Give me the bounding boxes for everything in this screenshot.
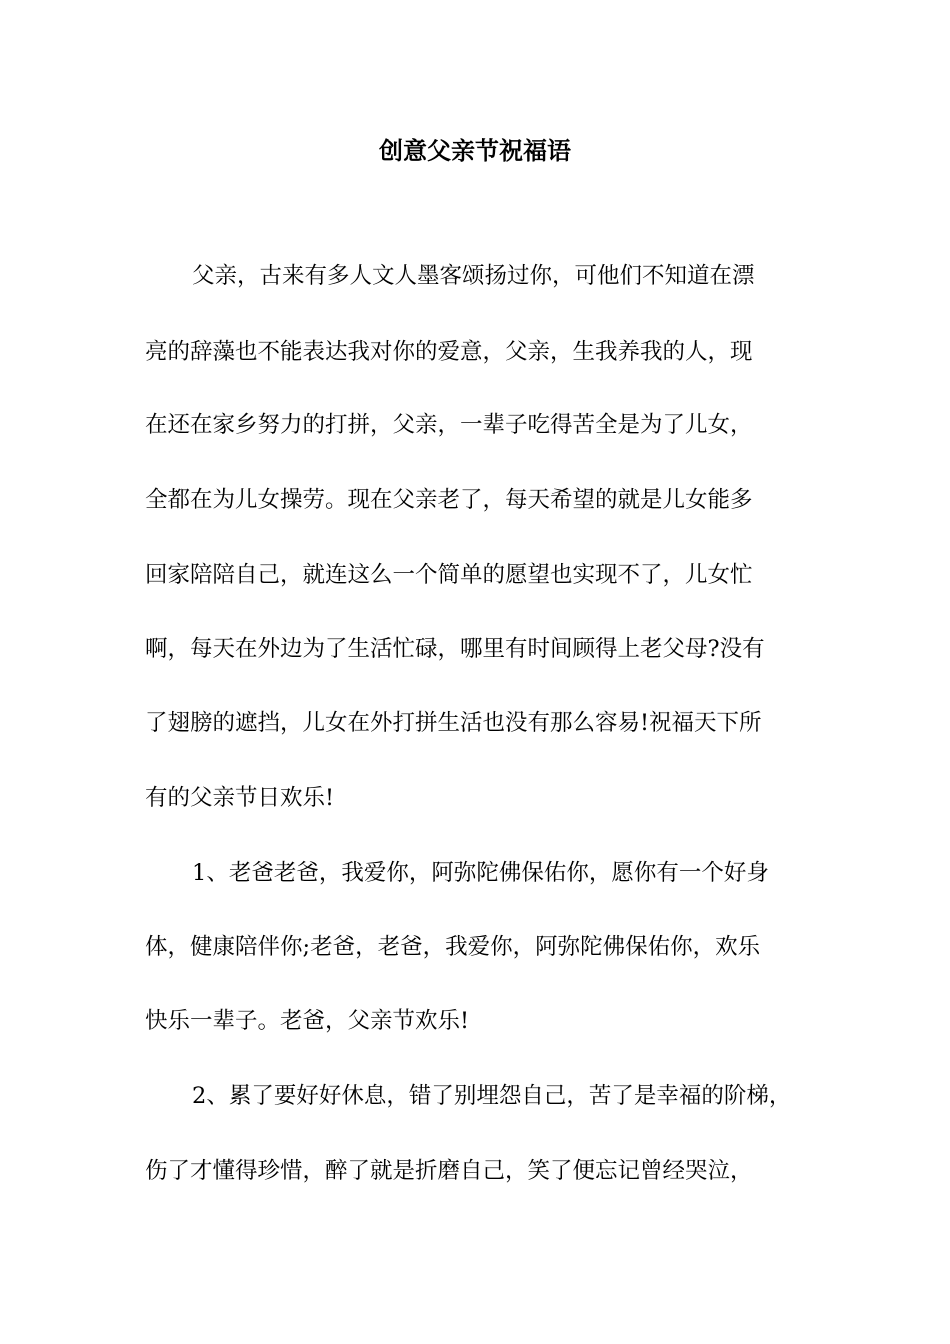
paragraph-line: 了翅膀的遮挡，儿女在外打拼生活也没有那么容易!祝福天下所 [145,710,762,736]
document-title: 创意父亲节祝福语 [379,136,571,165]
paragraph-line: 啊，每天在外边为了生活忙碌，哪里有时间顾得上老父母?没有 [145,636,765,662]
list-item-line: 2、累了要好好休息，错了别埋怨自己，苦了是幸福的阶梯， [192,1083,792,1109]
paragraph-line: 在还在家乡努力的打拼，父亲，一辈子吃得苦全是为了儿女， [145,412,753,438]
list-item-line: 体，健康陪伴你;老爸，老爸，我爱你，阿弥陀佛保佑你，欢乐 [145,934,761,960]
paragraph-line: 回家陪陪自己，就连这么一个简单的愿望也实现不了，儿女忙 [145,562,753,588]
paragraph-line: 有的父亲节日欢乐! [145,785,335,811]
paragraph-line: 亮的辞藻也不能表达我对你的爱意，父亲，生我养我的人，现 [145,339,753,365]
list-item-line: 1、老爸老爸，我爱你，阿弥陀佛保佑你，愿你有一个好身 [192,860,769,886]
list-item-line: 快乐一辈子。老爸，父亲节欢乐! [145,1008,470,1034]
paragraph-line: 全都在为儿女操劳。现在父亲老了，每天希望的就是儿女能多 [145,487,753,513]
paragraph-line: 父亲，古来有多人文人墨客颂扬过你，可他们不知道在漂 [192,263,755,289]
list-item-line: 伤了才懂得珍惜，醉了就是折磨自己，笑了便忘记曾经哭泣， [145,1158,753,1184]
